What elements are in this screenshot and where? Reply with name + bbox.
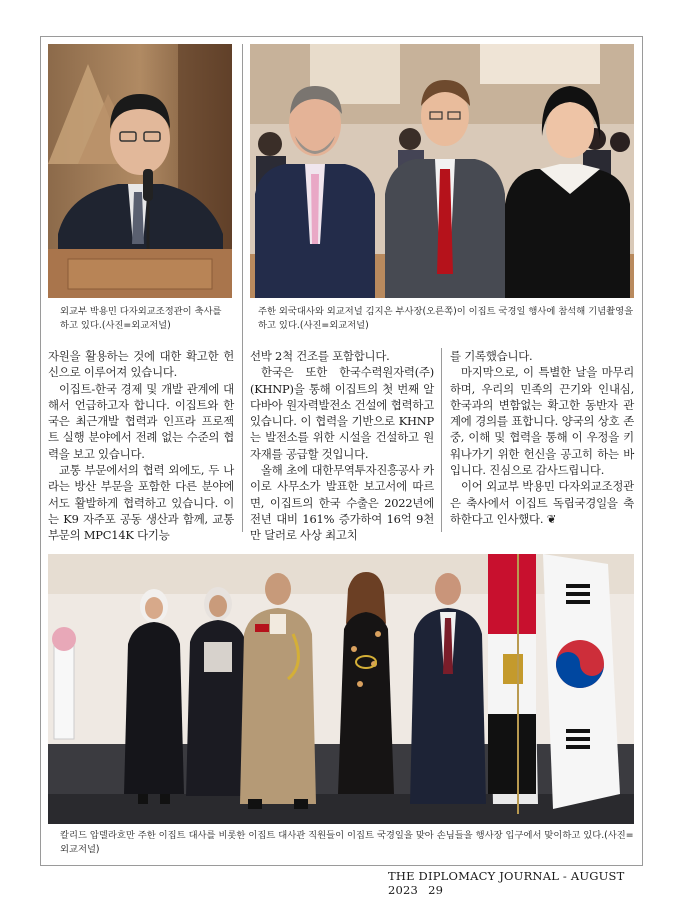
end-mark-icon: ❦ xyxy=(546,511,557,526)
caption-top-right: 주한 외국대사와 외교저널 김지은 부사장(오른쪽)이 이집트 국경일 행사에 참석해 기념촬영을 하고 있다.(사진=외교저널) xyxy=(258,306,634,331)
paragraph: 를 기록했습니다. xyxy=(450,349,533,363)
journal-name: THE DIPLOMACY JOURNAL - AUGUST 2023 xyxy=(388,869,625,897)
text-column-3 xyxy=(450,348,634,527)
paragraph: 마지막으로, 이 특별한 날을 마무리하며, 우리의 민족의 끈기와 인내심, 한국과의 변함없는 확고한 동반자 관계에 경의를 표합니다. 양국의 상호 존중, 이해 및 협력을 통해 이 우정을 키워나가기 위한 헌신을 공고히 하는 바입니다. 진심으로 감사드립니다. xyxy=(450,365,634,478)
embassy-staff-photo xyxy=(48,554,634,824)
group-photo xyxy=(250,44,634,298)
speaker-photo xyxy=(48,44,232,298)
closing-paragraph: 이어 외교부 박용민 다자외교조정관은 축사에서 이집트 독립국경일을 축하한다고 인사했다. xyxy=(450,479,634,526)
text-column-2 xyxy=(250,348,434,544)
column-divider xyxy=(441,348,442,532)
paragraph xyxy=(450,478,634,527)
text-column-1 xyxy=(48,348,234,544)
paragraph: 올해 초에 대한무역투자진흥공사 카이로 사무소가 발표한 보고서에 따르면, 이집트의 한국 수출은 2022년에 전년 대비 161% 증가하여 16억 9천만 달러로 사상 최고치 xyxy=(250,463,434,543)
caption-top-left: 외교부 박용민 다자외교조정관이 축사를 하고 있다.(사진=외교저널) xyxy=(60,306,222,331)
page-number: 29 xyxy=(428,883,444,897)
page-footer xyxy=(388,869,680,897)
paragraph: 교통 부문에서의 협력 외에도, 두 나라는 방산 부문을 포함한 다른 분야에서도 활발하게 협력하고 있습니다. 이는 K9 자주포 공동 생산과 함께, 교통 부문의 MPC14K 다기능 xyxy=(48,463,234,543)
paragraph: 이집트-한국 경제 및 개발 관계에 대해서 언급하고자 합니다. 이집트와 한국은 최근개발 협력과 인프라 프로젝트 실행 분야에서 전례 없는 수준의 협력을 보고 있습니다. xyxy=(48,381,234,461)
caption-bottom: 칼리드 압델라흐만 주한 이집트 대사를 비롯한 이집트 대사관 직원들이 이집트 국경일을 맞아 손님들을 행사장 입구에서 맞이하고 있다.(사진=외교저널) xyxy=(60,830,634,855)
column-divider xyxy=(242,44,243,532)
paragraph: 선박 2척 건조를 포함합니다. xyxy=(250,349,390,363)
paragraph: 자원을 활용하는 것에 대한 확고한 헌신으로 이루어져 있습니다. xyxy=(48,349,234,380)
paragraph: 한국은 또한 한국수력원자력(주)(KHNP)을 통해 이집트의 첫 번째 알 다바아 원자력발전소 건설에 협력하고 있습니다. 이 협력을 기반으로 KHNP는 발전소를 위한 시설을 건설하고 원자재를 공급할 것입니다. xyxy=(250,365,434,461)
